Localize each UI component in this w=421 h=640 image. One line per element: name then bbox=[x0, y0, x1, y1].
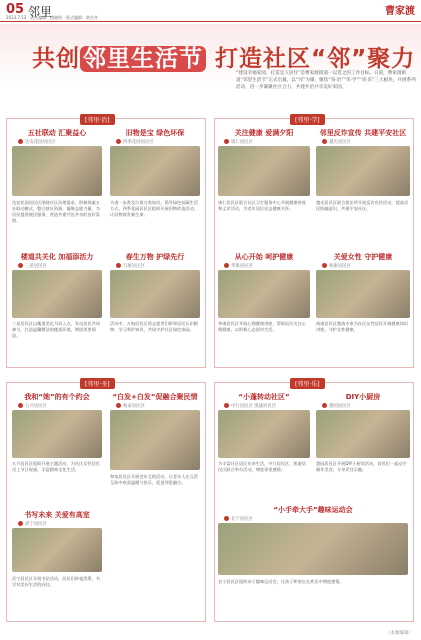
page-number: 05 bbox=[6, 2, 25, 17]
article-body: 五兴居民区组织开展主题活动，为社区女性居民送上节日祝福，丰富精神文化生活。 bbox=[12, 461, 100, 472]
article-title: 楼道共关化 加福添活力 bbox=[20, 253, 94, 261]
article-body: 愚园居民区开展DIY小厨房活动，居民们一起动手制作美食，分享烹饪乐趣。 bbox=[316, 461, 407, 472]
article-source: 中行居民区 凯旋居民区 bbox=[224, 403, 276, 409]
dateline: 2023.7.12 · 责任编辑：唐晓明 · 版式编辑：黄会奇 bbox=[6, 15, 98, 20]
article-photo bbox=[316, 146, 410, 196]
article-source: 武宁居民区 bbox=[18, 521, 47, 527]
article-body: 为丰富社区居民业余生活，中行居民区、凯旋居民区联合举办活动，增进邻里感情。 bbox=[218, 461, 306, 472]
article-title: 我和“她”的有个约会 bbox=[24, 393, 90, 401]
article-body: 和家居民区开展老年互助活动，让老年人在互帮互助中收获温暖与快乐，促进邻里融合。 bbox=[110, 474, 198, 485]
article-body: 越光居民区联合派出所开展反诈宣传活动，提高居民防骗意识，共建平安社区。 bbox=[316, 200, 409, 211]
article-photo bbox=[12, 270, 102, 318]
article-source: 长宁居民区 bbox=[224, 516, 253, 522]
article-photo bbox=[12, 146, 102, 196]
article-source: 越光居民区 bbox=[322, 139, 351, 145]
lead-paragraph: “建设幸福家园，打造宜人居住”是曹家渡街道一以贯之的工作目标。日前，曹家渡街道“邻里生活节”正式启幕，以“邻”为媒，聚焦“邻·治”“邻·学”“邻·乐”三大板块，开展系列活动，进一步凝聚社区合力，共建共治共享美好家园。 bbox=[236, 71, 416, 90]
article-title: 书写未来 关爱有高室 bbox=[24, 511, 90, 519]
article-photo bbox=[218, 270, 310, 318]
section-tag-zhi: [邻里·治] bbox=[80, 114, 115, 125]
article-body: 长宁居民区组织亲子趣味运动会，让孩子和家长在欢乐中增进感情。 bbox=[218, 579, 344, 584]
article-body: 裕康居民区邀请专家为社区女性居民开展健康知识讲座，守护女性健康。 bbox=[316, 321, 409, 332]
article-title: “白发+白发”促融合聚民情 bbox=[112, 393, 198, 401]
article-photo bbox=[110, 270, 200, 318]
article-source: 达安花园居民区 bbox=[18, 139, 56, 145]
article-source: 五兴居民区 bbox=[18, 403, 47, 409]
section-tag-xue: [邻里·学] bbox=[290, 114, 325, 125]
article-photo bbox=[218, 146, 310, 196]
article-photo bbox=[110, 146, 200, 196]
main-title: 共创 邻里生活节 打造社区“邻”聚力 bbox=[32, 46, 416, 72]
article-source: 愚园居民区 bbox=[322, 403, 351, 409]
article-title: 关爱女性 守护健康 bbox=[333, 253, 393, 261]
article-title: 春生万物 护绿先行 bbox=[125, 253, 185, 261]
article-title: 邻里反诈宣传 共建平安社区 bbox=[319, 129, 407, 137]
article-source: 华康居民区 bbox=[224, 263, 253, 269]
article-photo bbox=[218, 523, 408, 575]
article-title: 从心开始 呵护健康 bbox=[234, 253, 294, 261]
article-title: 关注健康 爱满夕阳 bbox=[234, 129, 294, 137]
article-source: 和家居民区 bbox=[116, 403, 145, 409]
page-footer: （本版编辑） bbox=[386, 631, 413, 636]
article-body: 三星居民区以楼道美化为切入点，发动居民共同参与，打造温馨整洁的楼道环境，增进邻里情谊。 bbox=[12, 321, 100, 338]
article-title: “小蓬转动社区” bbox=[238, 393, 290, 401]
section-name: 邻里 bbox=[28, 5, 53, 19]
article-photo bbox=[218, 410, 310, 458]
article-source: 万航居民区 bbox=[116, 263, 145, 269]
article-photo bbox=[316, 270, 410, 318]
article-title: “小手牵大手”趣味运动会 bbox=[273, 506, 353, 514]
article-photo bbox=[316, 410, 410, 458]
article-photo bbox=[12, 528, 102, 572]
article-body: 华康居民区开展心理健康讲座，帮助居民关注心理健康，以积极心态面对生活。 bbox=[218, 321, 306, 332]
brand-logo: 曹家渡 bbox=[385, 6, 415, 17]
article-source: 三星居民区 bbox=[18, 263, 47, 269]
article-title: 旧物是宝 绿色环保 bbox=[125, 129, 185, 137]
article-photo bbox=[12, 410, 102, 458]
article-title: 五社联动 汇聚益心 bbox=[27, 129, 87, 137]
page-header bbox=[0, 0, 421, 22]
article-title: DIY小厨房 bbox=[345, 393, 381, 401]
article-body: 活动中，万航居民区的志愿者们带领居民认识植物、学习养护知识，共同守护社区绿色家园。 bbox=[110, 321, 198, 332]
article-body: 康仁居民区联合社区卫生服务中心开展健康讲座和义诊活动，为老年居民送去健康关怀。 bbox=[218, 200, 306, 211]
section-tag-sheng: [邻里·圣] bbox=[80, 378, 115, 389]
article-source: 康仁居民区 bbox=[224, 139, 253, 145]
article-photo bbox=[110, 410, 200, 470]
article-body: 达安花园居民区围绕社区治理需求，积极探索五社联动模式，整合辖区资源，凝聚志愿力量，为居民提供便民服务，营造共建共治共享的良好氛围。 bbox=[12, 200, 100, 223]
section-tag-le: [邻里·乐] bbox=[290, 378, 325, 389]
article-body: 武宁居民区开展书法活动，居民们挥毫泼墨，书写对美好生活的向往。 bbox=[12, 576, 100, 587]
article-source: 四季花园居民区 bbox=[116, 139, 154, 145]
article-source: 裕康居民区 bbox=[322, 263, 351, 269]
article-body: 为进一步普及垃圾分类知识，倡导绿色低碳生活方式，四季花园居民区组织开展旧物改造活动，让旧物焕发新生命。 bbox=[110, 200, 198, 217]
